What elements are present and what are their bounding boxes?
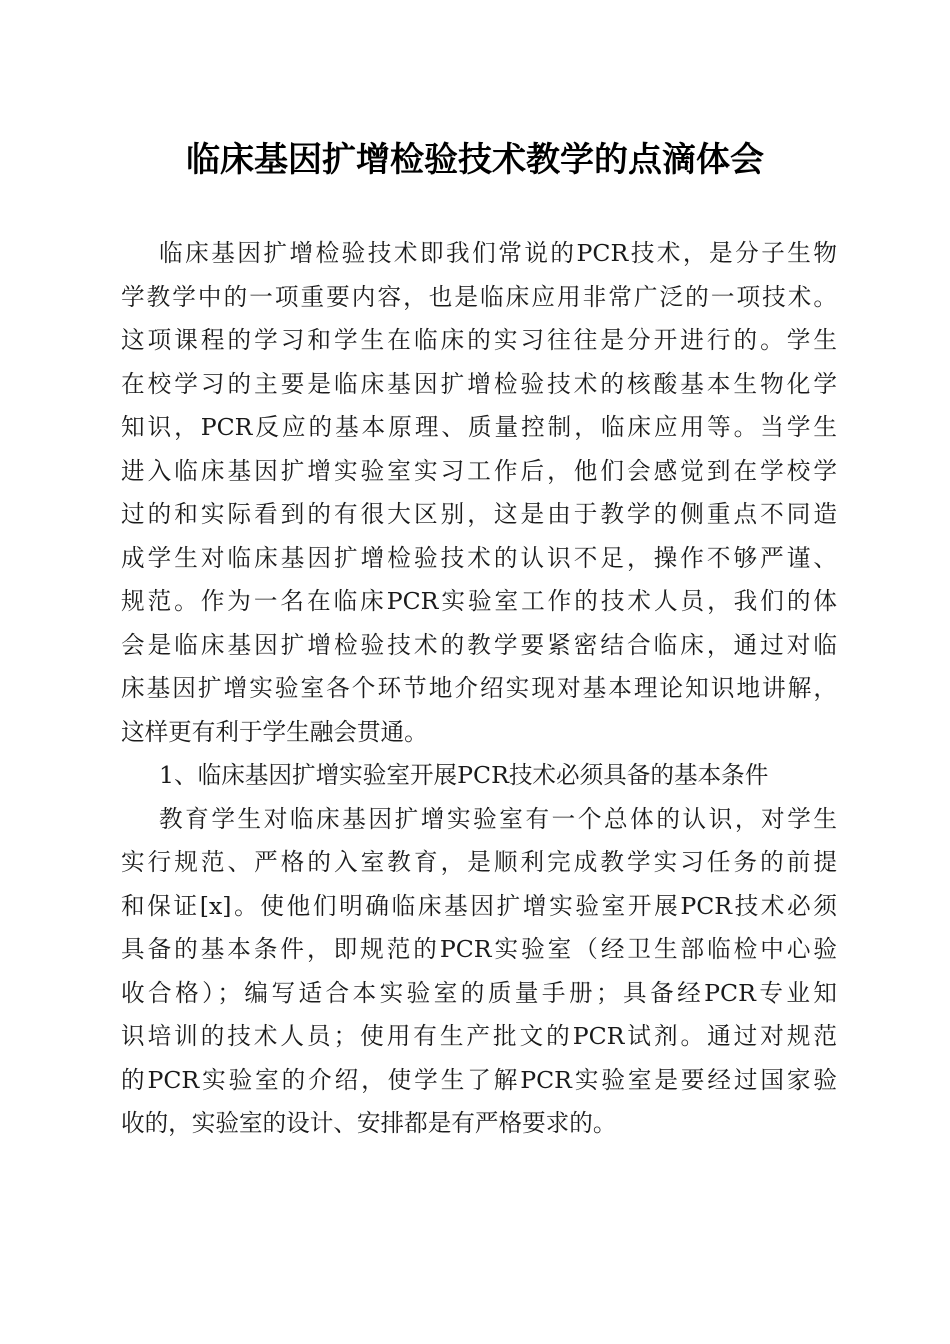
section-heading: 1、临床基因扩增实验室开展PCR技术必须具备的基本条件 (159, 761, 769, 789)
paragraph-line: 和保证[x]。使他们明确临床基因扩增实验室开展PCR技术必须 (121, 891, 837, 920)
document-body (121, 232, 837, 1146)
paragraph-line: 会是临床基因扩增检验技术的教学要紧密结合临床，通过对临 (121, 630, 837, 659)
paragraph-line: 进入临床基因扩增实验室实习工作后，他们会感觉到在学校学 (121, 456, 837, 485)
paragraph-line: 识培训的技术人员；使用有生产批文的PCR试剂。通过对规范 (121, 1022, 837, 1050)
document-title: 临床基因扩增检验技术教学的点滴体会 (186, 140, 764, 180)
paragraph-line: 学教学中的一项重要内容，也是临床应用非常广泛的一项技术。 (121, 282, 837, 311)
paragraph-line: 在校学习的主要是临床基因扩增检验技术的核酸基本生物化学 (121, 369, 837, 398)
paragraph-line: 的PCR实验室的介绍，使学生了解PCR实验室是要经过国家验 (121, 1065, 837, 1094)
paragraph-line: 实行规范、严格的入室教育，是顺利完成教学实习任务的前提 (121, 848, 837, 876)
paragraph-line: 教育学生对临床基因扩增实验室有一个总体的认识，对学生 (159, 804, 837, 833)
paragraph-line: 床基因扩增实验室各个环节地介绍实现对基本理论知识地讲解， (121, 674, 837, 702)
paragraph-line: 规范。作为一名在临床PCR实验室工作的技术人员，我们的体 (121, 587, 837, 615)
paragraph-line: 收的，实验室的设计、安排都是有严格要求的。 (121, 1109, 617, 1137)
paragraph-line: 临床基因扩增检验技术即我们常说的PCR技术，是分子生物 (159, 239, 837, 267)
paragraph-line: 知识，PCR反应的基本原理、质量控制，临床应用等。当学生 (121, 413, 837, 441)
paragraph-line: 这项课程的学习和学生在临床的实习往往是分开进行的。学生 (121, 326, 837, 354)
paragraph-line: 这样更有利于学生融会贯通。 (121, 717, 428, 746)
paragraph-line: 收合格）；编写适合本实验室的质量手册；具备经PCR专业知 (121, 978, 837, 1007)
paragraph-line: 成学生对临床基因扩增检验技术的认识不足，操作不够严谨、 (121, 543, 837, 572)
paragraph-line: 过的和实际看到的有很大区别，这是由于教学的侧重点不同造 (121, 500, 837, 528)
paragraph-line: 具备的基本条件，即规范的PCR实验室（经卫生部临检中心验 (121, 935, 837, 963)
